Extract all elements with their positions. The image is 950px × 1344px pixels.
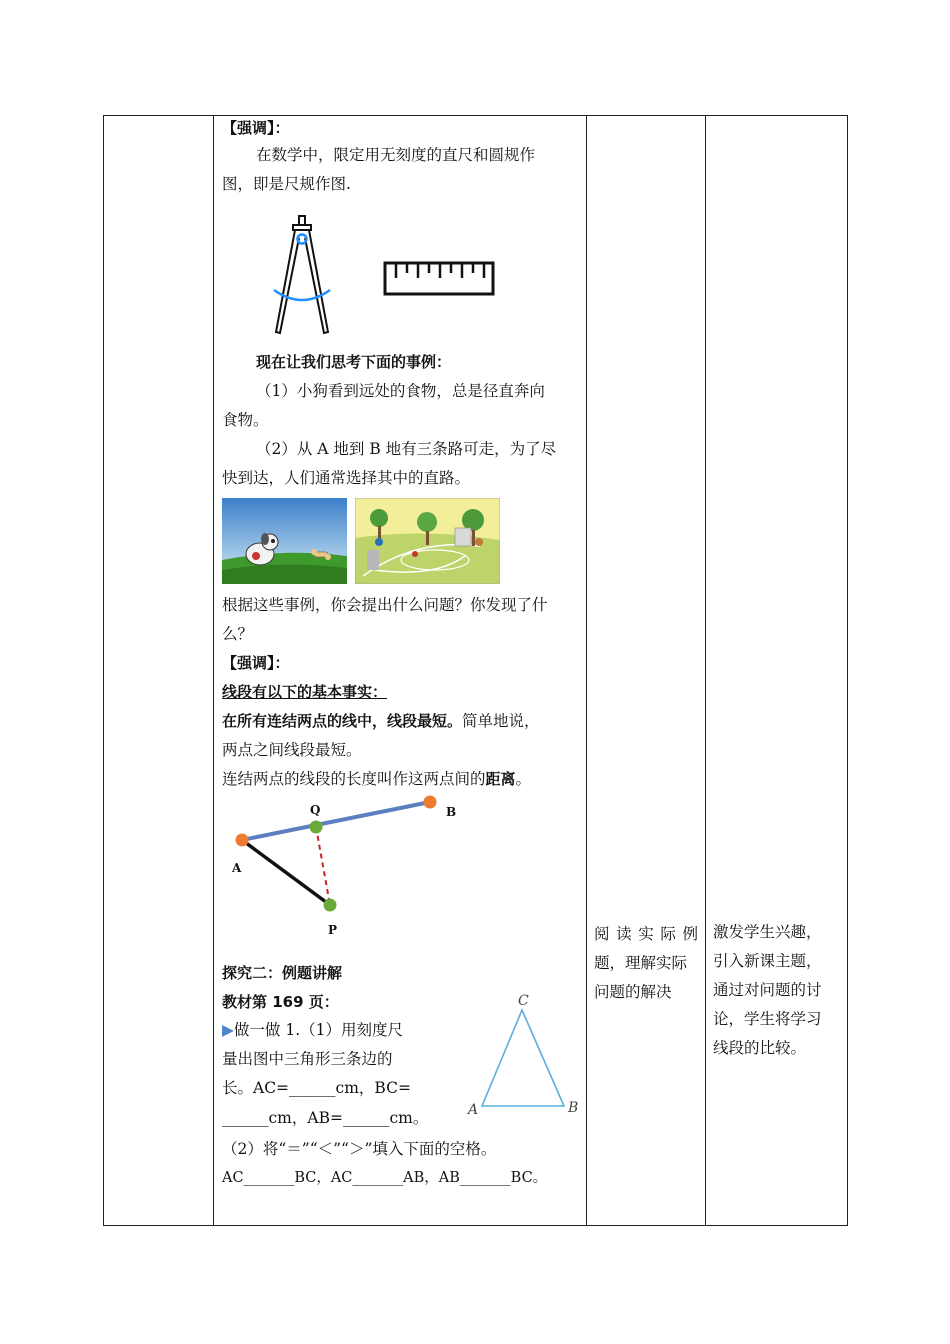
triangle-label-c: C [518,993,529,1009]
design-intent-line: 线段的比较。 [713,1039,807,1057]
label-b: B [446,805,457,819]
example1-line2: 食物。 [222,411,269,429]
fill-blanks: AC_______BC，AC_______AB，AB_______BC。 [222,1170,548,1186]
fact-bold: 在所有连结两点的线中，线段最短。 [222,712,463,730]
point-a [236,834,249,847]
park-paths-picture [355,498,500,584]
question-line1: 根据这些事例，你会提出什么问题？你发现了什 [222,596,548,614]
emphasis-label-1: 【强调】： [222,119,290,137]
do-it-line1 [222,1016,403,1045]
do-it-line2: 量出图中三角形三条边的 [222,1050,393,1068]
label-p: P [328,923,338,937]
emphasis-label-2: 【强调】： [222,654,290,672]
design-intent-line: 激发学生兴趣， [713,923,822,941]
question-line2: 么？ [222,625,254,643]
student-activity-cell [594,920,698,1007]
student-activity-line: 阅读实际例 [594,925,698,943]
example1-line1: （1）小狗看到远处的食物，总是径直奔向 [256,382,545,400]
triangle-label-b: B [568,1100,579,1116]
example2-line2: 快到达，人们通常选择其中的直路。 [222,469,471,487]
design-intent-line: 通过对问题的讨 [713,981,822,999]
segment-ap [242,840,330,905]
example2-line1: （2）从 A 地到 B 地有三条路可走，为了尽 [256,440,557,458]
ruler-compass-text-line2: 图，即是尺规作图. [222,175,351,193]
label-q: Q [310,803,321,817]
distance-prefix: 连结两点的线段的长度叫作这两点间的 [222,770,486,788]
fact-line1 [222,707,540,736]
fact-heading: 线段有以下的基本事实： [222,683,388,701]
distance-bold: 距离 [485,770,516,788]
ruler-compass-text-line1: 在数学中，限定用无刻度的直尺和圆规作 [256,146,536,164]
column-divider-1 [213,116,214,1225]
triangle-label-a: A [468,1102,479,1118]
design-intent-cell [713,918,841,1063]
play-arrow-icon: ▶ [222,1021,234,1039]
triangle-abc [482,1010,564,1106]
student-activity-line: 题，理解实际 [594,954,688,972]
segment-qp-dashed [316,827,330,905]
segment-shortest-figure [226,794,466,940]
do-it-text: 做一做 1.（1）用刻度尺 [233,1021,403,1039]
label-a: A [232,861,242,875]
distance-definition [222,765,531,794]
column-divider-3 [705,116,706,1225]
do-it-line3: 长。AC=______cm，BC= [222,1079,411,1097]
distance-suffix: 。 [515,770,532,788]
design-intent-line: 论，学生将学习 [713,1010,822,1028]
explore2-heading: 探究二：例题讲解 [222,964,343,982]
dog-bone-picture [222,498,347,584]
student-activity-line: 问题的解决 [594,983,672,1001]
point-b [424,796,437,809]
design-intent-line: 引入新课主题， [713,952,822,970]
fact-line2: 两点之间线段最短。 [222,741,362,759]
point-p [324,899,337,912]
point-q [310,821,323,834]
segment-ab [242,802,430,840]
ruler-icon [383,261,495,297]
column-divider-2 [586,116,587,1225]
do-it-line4: ______cm，AB=______cm。 [222,1109,429,1127]
think-heading: 现在让我们思考下面的事例： [256,353,452,371]
textbook-reference: 教材第 169 页： [222,993,339,1011]
triangle-figure [464,990,584,1118]
compass-icon [268,214,340,336]
fact-rest: 简单地说， [462,712,540,730]
fill-instruction: （2）将“＝”“＜”“＞”填入下面的空格。 [222,1140,497,1158]
